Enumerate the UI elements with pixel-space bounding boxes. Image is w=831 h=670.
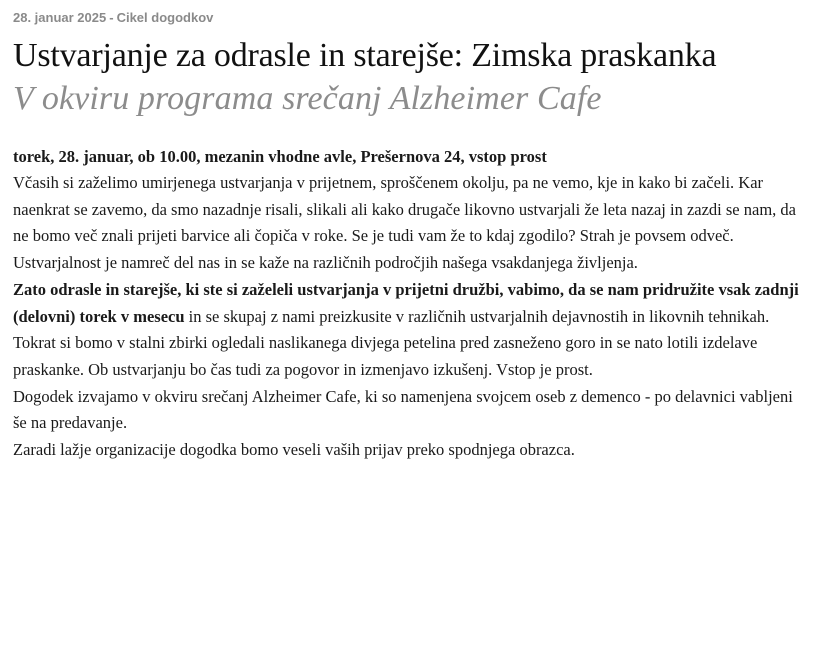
event-category-link[interactable]: Cikel dogodkov [116,10,214,25]
activity-paragraph: Tokrat si bomo v stalni zbirki ogledali naslikanega divjega petelina pred zasneženo goro in se nato lotili izdelave praskanke. Ob ustvarjanju bo čas tudi za pogovor in izmenjavo izkušenj. Vstop je prost. [13,333,758,379]
event-article [13,0,803,464]
registration-paragraph: Zaradi lažje organizacije dogodka bomo veseli vaših prijav preko spodnjega obrazca. [13,440,575,460]
invitation-paragraph [13,277,803,330]
event-meta [13,10,803,26]
invitation-emphasis: Zato odrasle in starejše, ki ste si zaželeli ustvarjanja v prijetni družbi, vabimo, da se nam pridružite vsak zadnji (delovni) torek v mesecu [13,279,799,326]
alzheimer-cafe-paragraph: Dogodek izvajamo v okviru srečanj Alzheimer Cafe, ki so namenjena svojcem oseb z demenco - po delavnici vabljeni še na predavanje. [13,386,793,433]
page-subtitle: V okviru programa srečanj Alzheimer Cafe [13,80,602,117]
event-details: torek, 28. januar, ob 10.00, mezanin vhodne avle, Prešernova 24, vstop prost [13,147,547,166]
invitation-text: in se skupaj z nami preizkusite v različnih ustvarjalnih dejavnostih in likovnih tehnikah. [184,306,770,326]
intro-paragraph: Včasih si zaželimo umirjenega ustvarjanja v prijetnem, sproščenem okolju, pa ne vemo, kje in kako bi začeli. Kar naenkrat se zavemo, da smo nazadnje risali, slikali ali kako drugače likovno ustvarjali že leta nazaj in zazdi se nam, da ne bomo več znali prijeti barvice ali čopiča v roke. Se je tudi vam že to kdaj zgodilo? Strah je povsem odveč. Ustvarjalnost je namreč del nas in se kaže na različnih področjih našega vsakdanjega življenja. [13,173,796,273]
meta-separator: - [109,10,114,25]
event-date: 28. januar 2025 [13,10,107,25]
page-title: Ustvarjanje za odrasle in starejše: Zimska praskanka [13,37,717,74]
